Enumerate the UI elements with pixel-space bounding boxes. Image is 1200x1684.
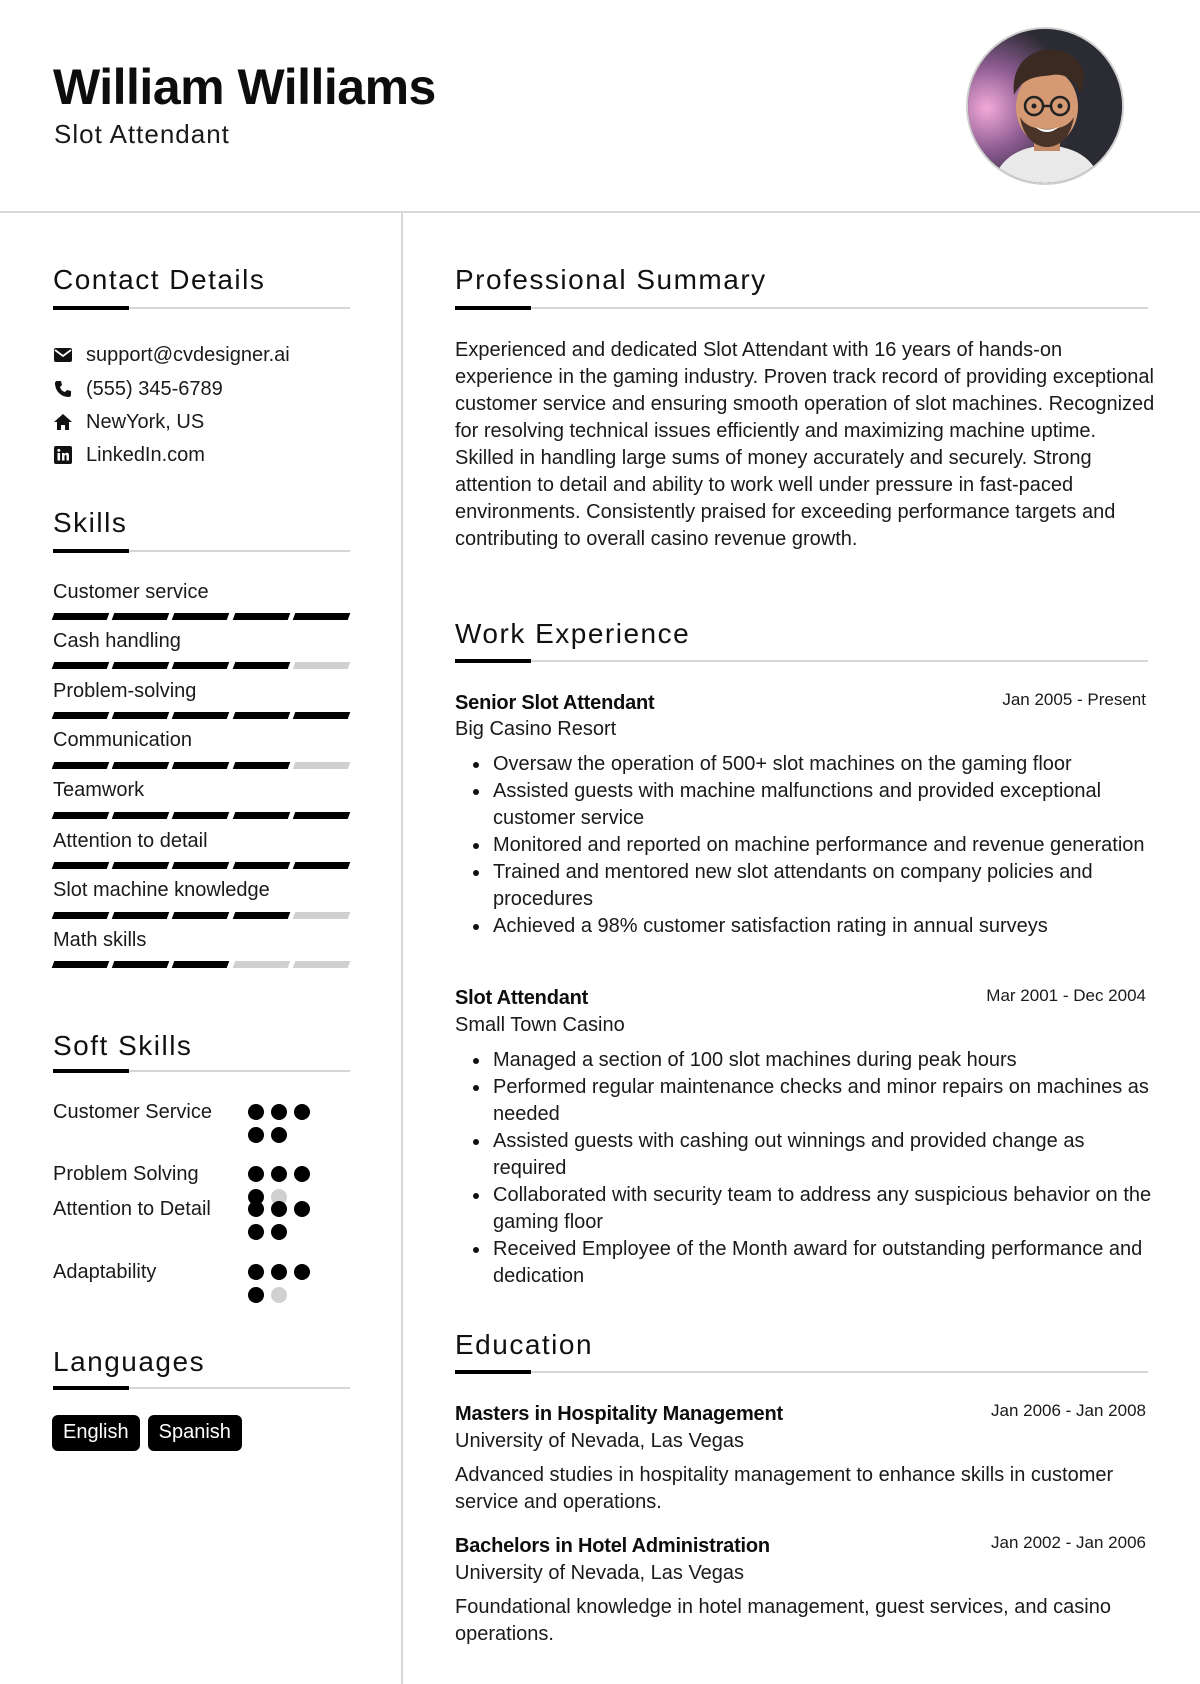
rating-dot (271, 1127, 287, 1143)
experience-section-title: Work Experience (455, 618, 691, 649)
skill-bar-segment (112, 862, 170, 869)
linkedin-icon (52, 444, 74, 466)
skill-bar-segment (232, 613, 290, 620)
soft-skill-name: Problem Solving (53, 1163, 199, 1185)
rating-dot (248, 1224, 264, 1240)
job-bullet: Performed regular maintenance checks and minor repairs on machines as needed (455, 1074, 1155, 1128)
rating-dot (271, 1264, 287, 1280)
skill-name: Slot machine knowledge (53, 879, 270, 901)
skill-bar-segment (232, 662, 290, 669)
skill-bar-segment (112, 912, 170, 919)
soft-skills-section-title: Soft Skills (53, 1030, 193, 1061)
contact-linkedin-text: LinkedIn.com (86, 443, 205, 466)
skill-bar-segment (172, 662, 230, 669)
contact-email-text: support@cvdesigner.ai (86, 343, 290, 366)
phone-icon (52, 378, 74, 400)
rating-dot (248, 1201, 264, 1217)
job-bullet: Assisted guests with cashing out winnings and provided change as required (455, 1128, 1155, 1182)
candidate-role: Slot Attendant (54, 119, 230, 149)
soft-skills-section-rule (53, 1070, 350, 1072)
skill-bar-segment (232, 912, 290, 919)
job-bullet: Trained and mentored new slot attendants on company policies and procedures (455, 859, 1155, 913)
skill-name: Cash handling (53, 630, 181, 652)
skill-name: Communication (53, 729, 192, 751)
job-bullet: Collaborated with security team to address any suspicious behavior on the gaming floor (455, 1182, 1155, 1236)
skill-bar-segment (172, 961, 230, 968)
education-section-rule (455, 1371, 1148, 1373)
job-bullets (455, 1047, 1155, 1290)
skill-bar-segment (293, 862, 351, 869)
job-bullet: Assisted guests with machine malfunctions and provided exceptional customer service (455, 778, 1155, 832)
languages-section-rule (53, 1387, 350, 1389)
rating-dot (248, 1166, 264, 1182)
skill-bar-segment (52, 662, 110, 669)
skill-bar-segment (172, 912, 230, 919)
skill-bar-segment (293, 762, 351, 769)
rating-dot (294, 1201, 310, 1217)
summary-section-title: Professional Summary (455, 264, 767, 295)
education-description: Foundational knowledge in hotel management, guest services, and casino operations. (455, 1596, 1111, 1645)
education-date: Jan 2002 - Jan 2006 (990, 1533, 1146, 1552)
skill-bar-segment (52, 961, 110, 968)
rating-dot (271, 1201, 287, 1217)
language-tag: Spanish (148, 1415, 242, 1451)
contact-linkedin[interactable] (52, 442, 205, 468)
skill-bar-segment (52, 613, 110, 620)
soft-skill-rating (248, 1104, 332, 1143)
education-description: Advanced studies in hospitality management to enhance skills in customer service and operations. (455, 1464, 1114, 1513)
skill-level-bar (53, 662, 349, 670)
skill-bar-segment (232, 961, 290, 968)
languages-section-title: Languages (53, 1346, 206, 1377)
school-name: University of Nevada, Las Vegas (455, 1430, 745, 1452)
summary-text: Experienced and dedicated Slot Attendant with 16 years of hands-on experience in the gaming industry. Proven track record of providing exceptional customer service and ensuring smooth operation of slot machines. Recognized for resolving technical issues efficiently and maximizing machine uptime. Skilled in handling large sums of money accurately and securely. Strong attention to detail and ability to work well under pressure in fast-paced environments. Consistently praised for exceeding performance targets and contributing to overall casino revenue growth. (455, 339, 1155, 550)
job-title: Senior Slot Attendant (455, 692, 655, 714)
job-company: Small Town Casino (455, 1014, 625, 1036)
rating-dot (248, 1264, 264, 1280)
skill-name: Math skills (53, 929, 147, 951)
skill-bar-segment (112, 712, 170, 719)
experience-section-rule (455, 660, 1148, 662)
rating-dot (294, 1166, 310, 1182)
job-company: Big Casino Resort (455, 718, 617, 740)
skill-bar-segment (172, 613, 230, 620)
rating-dot (271, 1104, 287, 1120)
skill-name: Problem-solving (53, 680, 197, 702)
job-bullet: Monitored and reported on machine performance and revenue generation (455, 832, 1155, 859)
skill-level-bar (53, 762, 349, 770)
skill-level-bar (53, 862, 349, 870)
skill-level-bar (53, 613, 349, 621)
skill-bar-segment (172, 712, 230, 719)
skill-bar-segment (112, 662, 170, 669)
job-bullets (455, 751, 1155, 940)
school-name: University of Nevada, Las Vegas (455, 1562, 745, 1584)
degree-title: Masters in Hospitality Management (455, 1403, 783, 1425)
job-bullet: Oversaw the operation of 500+ slot machines on the gaming floor (455, 751, 1155, 778)
summary-section-rule (455, 307, 1148, 309)
skill-name: Attention to detail (53, 830, 208, 852)
rating-dot (271, 1166, 287, 1182)
soft-skill-name: Adaptability (53, 1261, 157, 1283)
skill-level-bar (53, 812, 349, 820)
contact-phone-text: (555) 345-6789 (86, 377, 223, 400)
skill-bar-segment (293, 712, 351, 719)
soft-skill-name: Attention to Detail (53, 1198, 211, 1220)
soft-skill-rating (248, 1201, 332, 1240)
contact-phone[interactable] (52, 376, 223, 402)
education-section-title: Education (455, 1329, 594, 1360)
contact-location-text: NewYork, US (86, 410, 205, 433)
rating-dot (248, 1127, 264, 1143)
avatar-illustration (968, 29, 1124, 185)
job-bullet: Achieved a 98% customer satisfaction rating in annual surveys (455, 913, 1155, 940)
skill-name: Customer service (53, 581, 209, 603)
job-bullet: Received Employee of the Month award for outstanding performance and dedication (455, 1236, 1155, 1290)
profile-photo (966, 27, 1124, 185)
skill-level-bar (53, 912, 349, 920)
contact-section-title: Contact Details (53, 264, 266, 295)
skill-bar-segment (172, 812, 230, 819)
job-bullet: Managed a section of 100 slot machines during peak hours (455, 1047, 1155, 1074)
skill-bar-segment (112, 613, 170, 620)
skill-bar-segment (232, 712, 290, 719)
soft-skill-name: Customer Service (53, 1101, 212, 1123)
skill-bar-segment (112, 961, 170, 968)
column-divider (401, 213, 403, 1684)
resume-header (0, 0, 1200, 213)
skill-bar-segment (293, 613, 351, 620)
skill-level-bar (53, 961, 349, 969)
skill-bar-segment (52, 912, 110, 919)
rating-dot (294, 1104, 310, 1120)
skill-bar-segment (52, 762, 110, 769)
contact-email[interactable] (52, 342, 290, 368)
contact-section-rule (53, 307, 350, 309)
skill-bar-segment (293, 662, 351, 669)
rating-dot (271, 1287, 287, 1303)
language-tags (52, 1415, 242, 1451)
home-icon (52, 411, 74, 433)
language-tag: English (52, 1415, 140, 1451)
skill-level-bar (53, 712, 349, 720)
skill-bar-segment (172, 762, 230, 769)
skill-bar-segment (232, 862, 290, 869)
degree-title: Bachelors in Hotel Administration (455, 1535, 770, 1557)
candidate-name: William Williams (53, 59, 436, 115)
rating-dot (271, 1224, 287, 1240)
envelope-icon (52, 344, 74, 366)
job-date: Jan 2005 - Present (1002, 690, 1146, 709)
skill-bar-segment (112, 812, 170, 819)
contact-location (52, 409, 204, 435)
skill-bar-segment (232, 762, 290, 769)
rating-dot (248, 1287, 264, 1303)
skill-bar-segment (293, 912, 351, 919)
skills-section-rule (53, 550, 350, 552)
skill-bar-segment (293, 961, 351, 968)
rating-dot (294, 1264, 310, 1280)
skill-bar-segment (172, 862, 230, 869)
job-date: Mar 2001 - Dec 2004 (986, 986, 1146, 1005)
job-title: Slot Attendant (455, 987, 589, 1009)
education-date: Jan 2006 - Jan 2008 (990, 1401, 1146, 1420)
skill-name: Teamwork (53, 779, 145, 801)
skill-bar-segment (52, 712, 110, 719)
skill-bar-segment (293, 812, 351, 819)
skill-bar-segment (112, 762, 170, 769)
rating-dot (248, 1104, 264, 1120)
soft-skill-rating (248, 1166, 332, 1205)
skill-bar-segment (52, 862, 110, 869)
skill-bar-segment (232, 812, 290, 819)
skill-bar-segment (52, 812, 110, 819)
skills-section-title: Skills (53, 507, 128, 538)
soft-skill-rating (248, 1264, 332, 1303)
